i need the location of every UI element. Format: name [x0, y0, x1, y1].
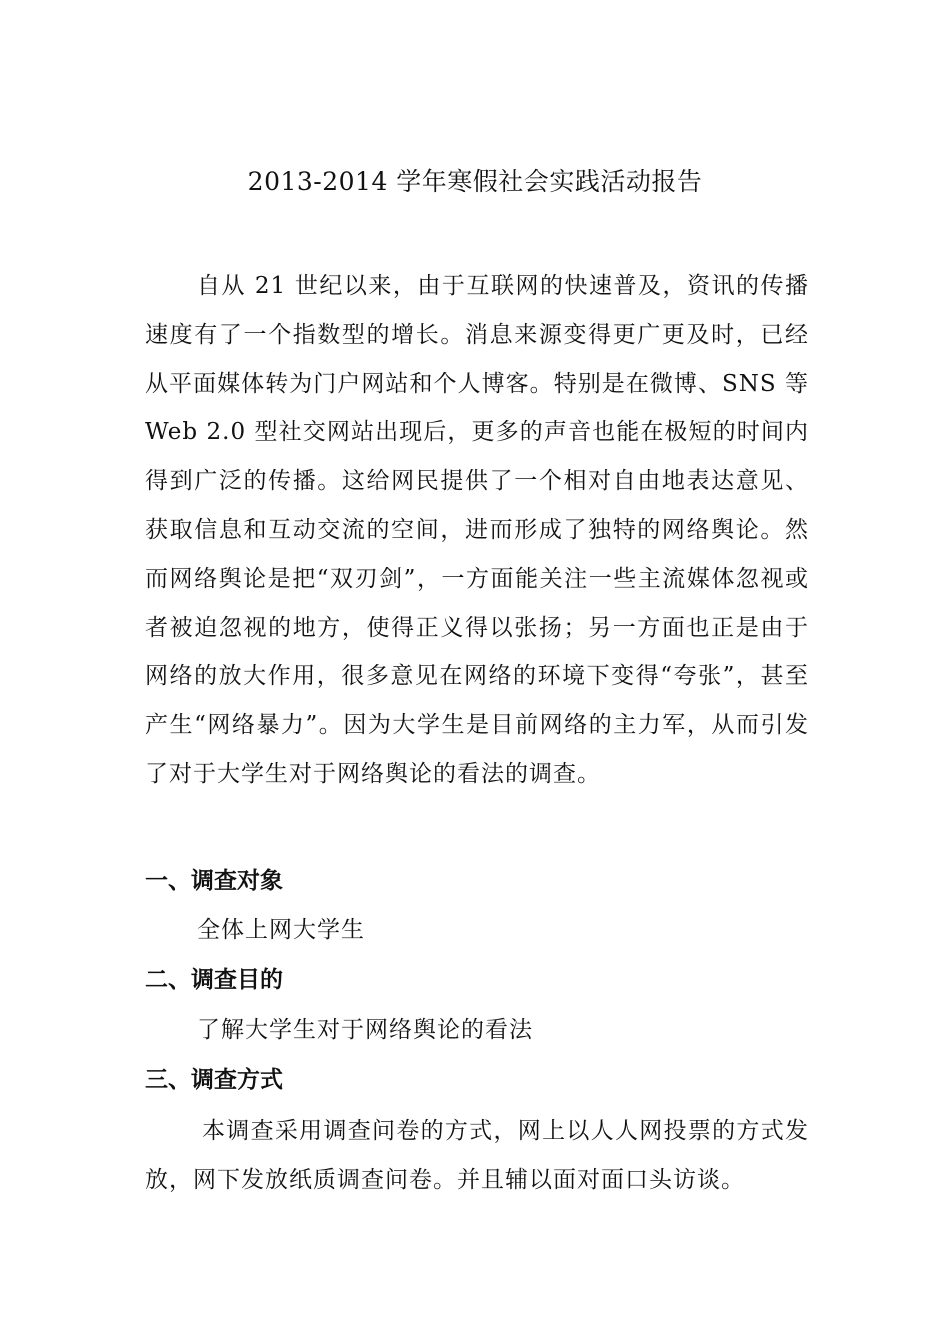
section-content-method: 本调查采用调查问卷的方式，网上以人人网投票的方式发放，网下发放纸质调查问卷。并且辅以面对面口头访谈。	[145, 1118, 809, 1193]
document-title: 2013-2014 学年寒假社会实践活动报告	[247, 167, 703, 196]
section-content-purpose: 了解大学生对于网络舆论的看法	[197, 1017, 533, 1043]
section-heading-purpose: 二、调查目的	[145, 967, 283, 993]
intro-paragraph: 自从 21 世纪以来，由于互联网的快速普及，资讯的传播速度有了一个指数型的增长。消息来源变得更广更及时，已经从平面媒体转为门户网站和个人博客。特别是在微博、SNS 等 Web 2.0 型社交网站出现后，更多的声音也能在极短的时间内得到广泛的传播。这给网民提供了一个相对自由地表达意见、获取信息和互动交流的空间，进而形成了独特的网络舆论。然而网络舆论是把“双刃剑”，一方面能关注一些主流媒体忽视或者被迫忽视的地方，使得正义得以张扬；另一方面也正是由于网络的放大作用，很多意见在网络的环境下变得“夸张”，甚至产生“网络暴力”。因为大学生是目前网络的主力军，从而引发了对于大学生对于网络舆论的看法的调查。	[145, 273, 809, 787]
section-heading-subject: 一、调查对象	[145, 868, 283, 894]
section-heading-method: 三、调查方式	[145, 1067, 283, 1093]
section-content-subject: 全体上网大学生	[197, 917, 365, 943]
